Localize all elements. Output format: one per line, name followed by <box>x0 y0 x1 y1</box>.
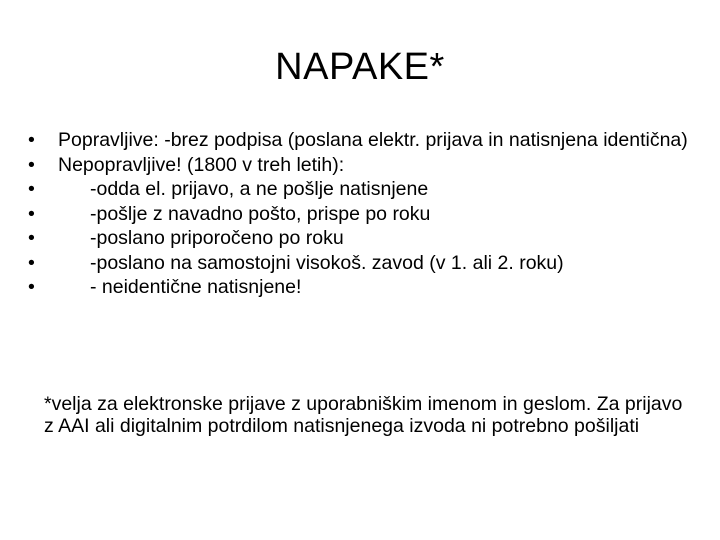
list-item-text: -poslano na samostojni visokoš. zavod (v 1. ali 2. roku) <box>90 251 564 274</box>
bullet-icon: • <box>28 251 35 274</box>
list-item <box>28 226 688 251</box>
bullet-icon: • <box>28 178 35 200</box>
list-item-text: Popravljive: -brez podpisa (poslana elektr. prijava in natisnjena identična) <box>58 129 688 151</box>
list-item <box>28 251 688 276</box>
list-item-text: -pošlje z navadno pošto, prispe po roku <box>90 202 431 225</box>
list-item <box>28 153 688 178</box>
bullet-list <box>28 128 688 300</box>
list-item-text: -poslano priporočeno po roku <box>90 227 344 249</box>
bullet-icon: • <box>28 129 35 151</box>
bullet-icon: • <box>28 202 35 225</box>
list-item <box>28 202 688 227</box>
footnote: *velja za elektronske prijave z uporabniškim imenom in geslom. Za prijavo z AAI ali digitalnim potrdilom natisnjenega izvoda ni potrebno pošiljati <box>44 393 683 437</box>
bullet-icon: • <box>28 227 35 249</box>
list-item <box>28 275 688 300</box>
list-item-text: Nepopravljive! (1800 v treh letih): <box>58 153 345 176</box>
bullet-icon: • <box>28 153 35 176</box>
bullet-icon: • <box>28 276 35 298</box>
list-item-text: - neidentične natisnjene! <box>90 276 302 298</box>
list-item <box>28 128 688 153</box>
list-item <box>28 177 688 202</box>
slide-title: NAPAKE* <box>275 46 445 88</box>
list-item-text: -odda el. prijavo, a ne pošlje natisnjene <box>90 178 429 200</box>
